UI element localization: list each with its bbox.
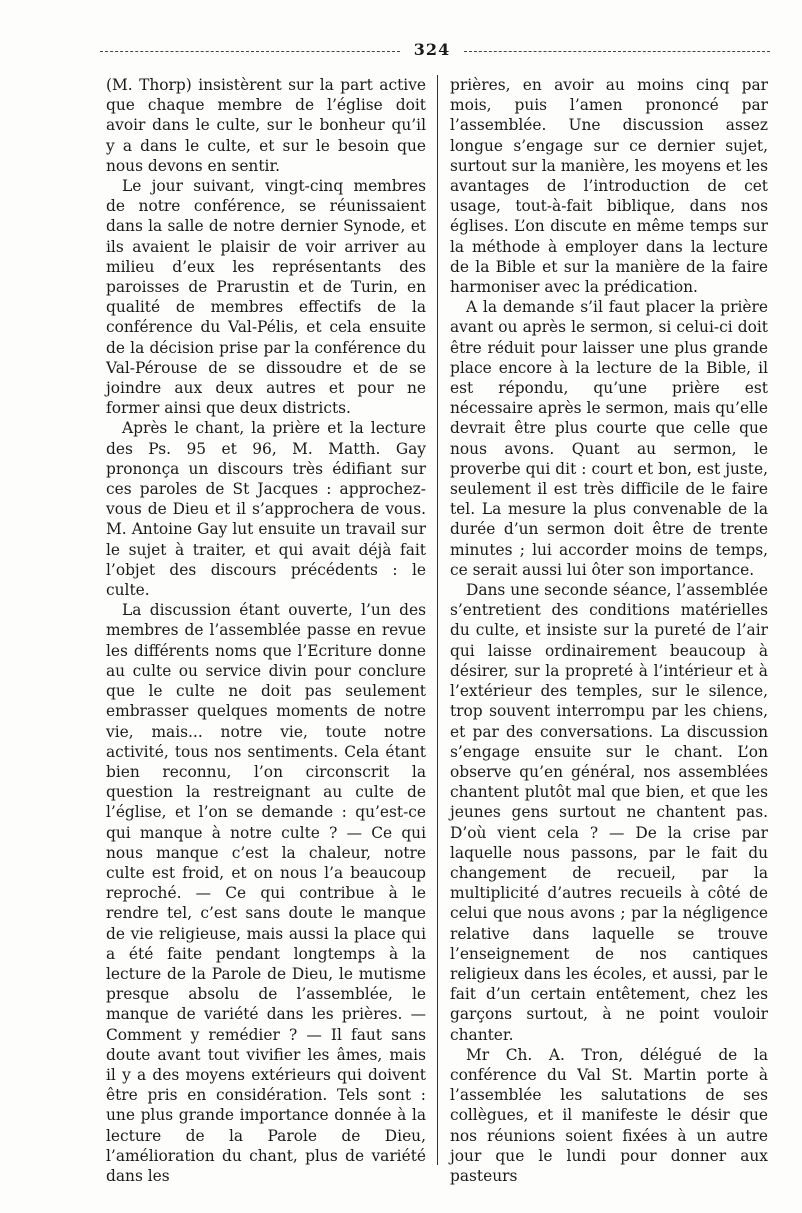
right-paragraph-3: Dans une seconde séance, l’assemblée s’entretient des conditions matérielles du culte, et insiste sur la pureté de l’air qui laisse ordinairement beaucoup à désirer, sur la propreté à l’intérieur et à l’extérieur des temples, sur le silence, trop souvent interrompu par les chiens, et par des conversations. La discussion s’engage ensuite sur le chant. L’on observe qu’en général, nos assemblées chantent plutôt mal que bien, et que les jeunes gens surtout ne chantent pas. D’où vient cela ? — De la crise par laquelle nous passons, par le fait du changement de recueil, par la multiplicité d’autres recueils à côté de celui que nous avons ; par la négligence relative dans laquelle se trouve l’enseignement de nos cantiques religieux dans les écoles, et aussi, par le fait d’un certain entêtement, chez les garçons surtout, à ne point vouloir chanter. <box>450 581 768 1044</box>
header-rule-right <box>464 51 770 52</box>
right-paragraph-4: Mr Ch. A. Tron, délégué de la conférence du Val St. Martin porte à l’assemblée les salutations de ses collègues, et il manifeste le désir que nos réunions soient fixées à un autre jour que le lundi pour donner aux pasteurs <box>450 1045 768 1185</box>
right-paragraph-1: prières, en avoir au moins cinq par mois, puis l’amen prononcé par l’assemblée. Une discussion assez longue s’engage sur ce dernier sujet, surtout sur la manière, les moyens et les avantages de l’introduction de cet usage, tout-à-fait biblique, dans nos églises. L’on discute en même temps sur la méthode à employer dans la lecture de la Bible et sur la manière de la faire harmoniser avec la prédication. <box>450 76 768 297</box>
left-paragraph-2: Le jour suivant, vingt-cinq membres de notre conférence, se réunissaient dans la salle de notre dernier Synode, et ils avaient le plaisir de voir arriver au milieu d’eux les représentants des paroisses de Prarustin et de Turin, en qualité de membres effectifs de la conférence du Val-Pélis, et cela ensuite de la décision prise par la conférence du Val-Pérouse de se dissoudre et de se joindre aux deux autres et pour ne former ainsi que deux districts. <box>106 177 426 418</box>
right-paragraph-2: A la demande s’il faut placer la prière avant ou après le sermon, si celui-ci doit être réduit pour laisser une plus grande place encore à la lecture de la Bible, il est répondu, qu’une prière est nécessaire après le sermon, mais qu’elle devrait être plus courte que celle que nous avons. Quant au sermon, le proverbe qui dit : court et bon, est juste, seulement il est très difficile de le faire tel. La mesure la plus convenable de la durée d’un sermon doit être de trente minutes ; lui accorder moins de temps, ce serait aussi lui ôter son importance. <box>450 298 768 579</box>
left-paragraph-3: Après le chant, la prière et la lecture des Ps. 95 et 96, M. Matth. Gay prononça un discours très édifiant sur ces paroles de St Jacques : approchez-vous de Dieu et il s’approchera de vous. M. Antoine Gay lut ensuite un travail sur le sujet à traiter, et qui avait déjà fait l’objet des discours précédents : le culte. <box>106 419 426 600</box>
left-paragraph-1: (M. Thorp) insistèrent sur la part active que chaque membre de l’église doit avoir dans le culte, sur le bonheur qu’il y a dans le culte, et sur le besoin que nous devons en sentir. <box>106 76 426 175</box>
left-paragraph-4: La discussion étant ouverte, l’un des membres de l’assemblée passe en revue les différents noms que l’Ecriture donne au culte ou service divin pour conclure que le culte ne doit pas seulement embrasser quelques moments de notre vie, mais... notre vie, toute notre activité, tous nos sentiments. Cela étant bien reconnu, l’on circonscrit la question la restreignant au culte de l’église, et l’on se demande : qu’est-ce qui manque à notre culte ? — Ce qui nous manque c’est la chaleur, notre culte est froid, et on nous l’a beaucoup reproché. — Ce qui contribue à le rendre tel, c’est sans doute le manque de vie religieuse, mais aussi la place qui a été faite pendant longtemps à la lecture de la Parole de Dieu, le mutisme presque absolu de l’assemblée, le manque de variété dans les prières. — Comment y remédier ? — Il faut sans doute avant tout vivifier les âmes, mais il y a des moyens extérieurs qui doivent être pris en considération. Tels sont : une plus grande importance donnée à la lecture de la Parole de Dieu, l’amélioration du chant, plus de variété dans les <box>106 601 426 1185</box>
page-number: 324 <box>413 40 451 59</box>
right-column <box>450 75 768 1186</box>
page-header <box>100 40 770 62</box>
left-column <box>106 75 426 1186</box>
column-divider <box>437 75 438 1165</box>
header-rule-left <box>100 51 400 52</box>
